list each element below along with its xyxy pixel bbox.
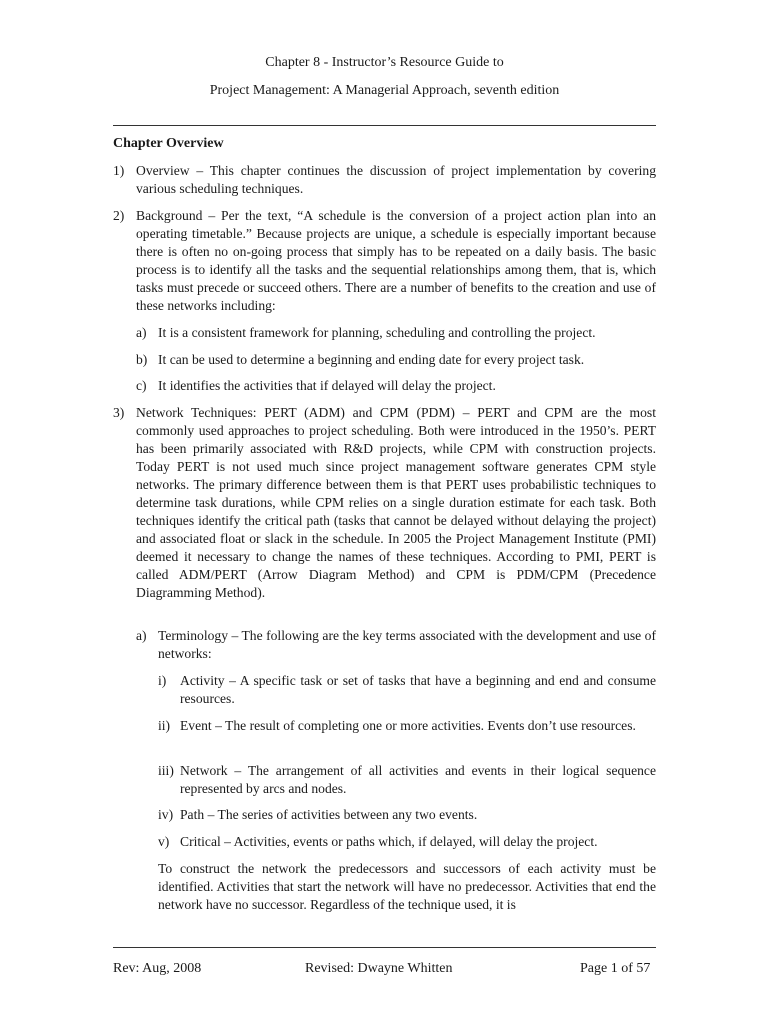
list-number: 2) xyxy=(113,208,125,223)
list-item-benefit-b xyxy=(136,351,656,369)
footer-revision: Rev: Aug, 2008 xyxy=(113,961,202,976)
list-number: a) xyxy=(136,325,147,340)
list-text: It identifies the activities that if delayed will delay the project. xyxy=(158,378,496,393)
list-number: b) xyxy=(136,352,148,367)
list-text: Event – The result of completing one or more activities. Events don’t use resources. xyxy=(180,718,636,733)
list-item-network-techniques xyxy=(113,404,656,602)
list-number: 1) xyxy=(113,163,125,178)
list-text: Path – The series of activities between any two events. xyxy=(180,807,478,822)
list-text: It can be used to determine a beginning and ending date for every project task. xyxy=(158,352,585,367)
list-number: iv) xyxy=(158,807,174,822)
section-title: Chapter Overview xyxy=(113,136,224,151)
list-number: i) xyxy=(158,673,167,688)
list-number: ii) xyxy=(158,718,171,733)
list-text: Terminology – The following are the key terms associated with the development and use of networks: xyxy=(158,628,656,661)
header-line-2: Project Management: A Managerial Approach, seventh edition xyxy=(209,83,560,98)
list-item-benefit-a xyxy=(136,324,656,342)
list-number: a) xyxy=(136,628,147,643)
term-activity xyxy=(158,672,656,708)
list-text: Network – The arrangement of all activities and events in their logical sequence represented by arcs and nodes. xyxy=(180,763,656,796)
list-item-terminology xyxy=(136,627,656,663)
footer-divider xyxy=(113,947,656,948)
header-divider xyxy=(113,125,656,126)
list-text: It is a consistent framework for planning, scheduling and controlling the project. xyxy=(158,325,596,340)
list-text: Overview – This chapter continues the discussion of project implementation by covering various scheduling techniques. xyxy=(136,163,656,196)
term-event xyxy=(158,717,656,735)
term-network xyxy=(158,762,656,798)
list-number: 3) xyxy=(113,405,125,420)
list-number: iii) xyxy=(158,763,174,778)
list-number: c) xyxy=(136,378,147,393)
list-text: Critical – Activities, events or paths which, if delayed, will delay the project. xyxy=(180,834,598,849)
closing-paragraph: To construct the network the predecessors and successors of each activity must be identified. Activities that start the network will have no predecessor. Activities that end the network have no successor. Regardless of the technique used, it is xyxy=(158,861,656,912)
list-number: v) xyxy=(158,834,170,849)
header-line-1: Chapter 8 - Instructor’s Resource Guide to xyxy=(265,55,504,70)
list-text: Activity – A specific task or set of tasks that have a beginning and end and consume resources. xyxy=(180,673,656,706)
list-item-benefit-c xyxy=(136,377,656,395)
list-text: Network Techniques: PERT (ADM) and CPM (PDM) – PERT and CPM are the most commonly used approaches to project scheduling. Both were introduced in the 1950’s. PERT has been primarily associated with R&D projects, while CPM with construction projects. Today PERT is not used much since project management software generates CPM style networks. The primary difference between them is that PERT uses probabilistic techniques to determine task durations, while CPM relies on a single duration estimate for each task. Both techniques identify the critical path (tasks that cannot be delayed without delaying the project) and associated float or slack in the schedule. In 2005 the Project Management Institute (PMI) deemed it necessary to change the names of these techniques. According to PMI, PERT is called ADM/PERT (Arrow Diagram Method) and CPM is PDM/CPM (Precedence Diagramming Method). xyxy=(136,405,656,600)
list-text: Background – Per the text, “A schedule is the conversion of a project action plan into an operating timetable.” Because projects are unique, a schedule is especially important because there is often no on-going process that simply has to be repeated on a daily basis. The basic process is to identify all the tasks and the sequential relationships among them, that is, which tasks must precede or succeed others. There are a number of benefits to the creation and use of these networks including: xyxy=(136,208,656,313)
list-item-overview xyxy=(113,162,656,198)
term-path xyxy=(158,806,656,824)
footer-revised-by: Revised: Dwayne Whitten xyxy=(305,961,453,976)
footer-page-number: Page 1 of 57 xyxy=(580,961,651,976)
term-critical xyxy=(158,833,656,851)
list-item-background xyxy=(113,207,656,315)
